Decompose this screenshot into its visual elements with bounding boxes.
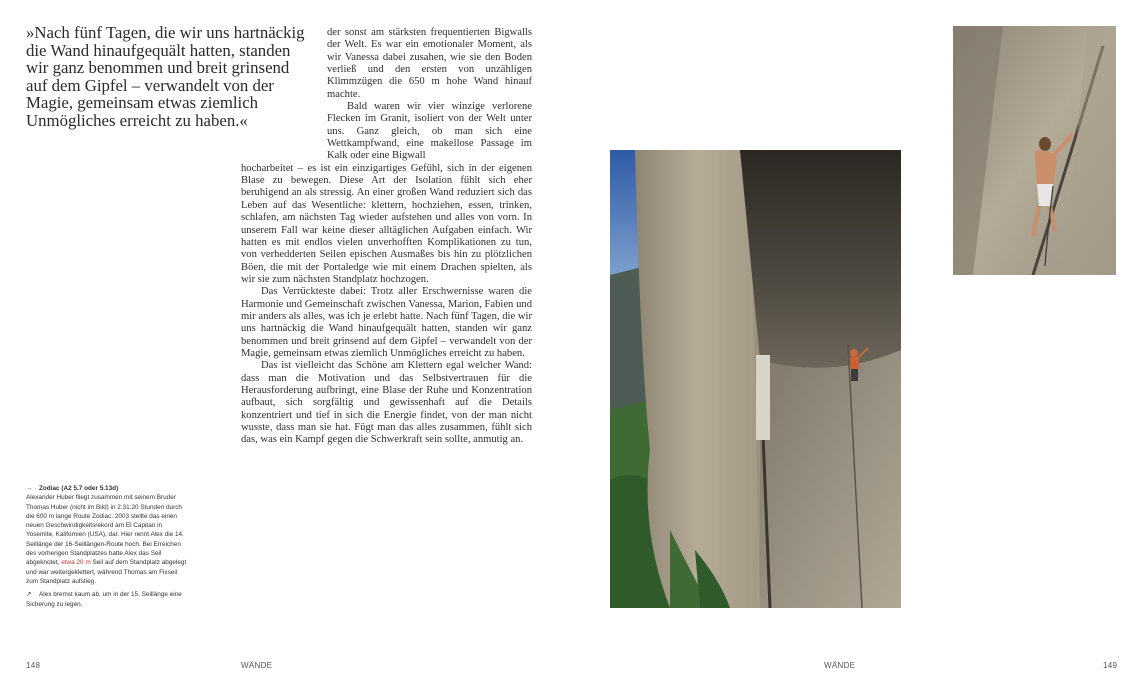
running-head-right: WÄNDE <box>824 661 856 670</box>
right-page <box>570 0 1141 700</box>
body-paragraph-1: der sonst am stärksten frequentierten Bigwalls der Welt. Es war ein emotionaler Moment, als wir Vanessa dabei zusahen, wie sie den Boden verließ und den ersten von unzähligen Klimmzügen die 650 m hohe Wand hinauf machte. <box>327 27 532 100</box>
caption-block-2 <box>26 590 191 609</box>
arrow-up-right-icon: ↗ <box>26 591 32 599</box>
caption-text-b: Seil auf dem Standplatz abgelegt und war weitergeklettert, während Thomas am Fixseil zum Standplatz aufstieg. <box>26 559 187 585</box>
climber-closeup-graphic <box>953 26 1116 275</box>
caption-title: Zodiac (A2 5.7 oder 5.13d) <box>39 485 119 492</box>
left-page <box>0 0 570 700</box>
arrow-right-icon: → <box>26 485 33 492</box>
body-paragraph-4: Das ist vielleicht das Schöne am Klettern egal welcher Wand: dass man die Motivation und das Selbstvertrauen für die Herausforderung aufbringt, eine Blase der Ruhe und Konzentration aufbaut, sich sorgfältig und gewissenhaft auf die Details konzentriert und tief in sich die Energie findet, von der man nicht wusste, dass man sie hat. Fügt man das alles zusammen, fühlt sich das, was ein Kampf gegen die Schwerkraft sein sollte, anmutig an. <box>241 360 532 446</box>
body-paragraph-2-start: Bald waren wir vier winzige verlorene Flecken im Granit, isoliert von der Welt unter uns. Ganz gleich, ob man sich eine Wettkampfwand, eine makellose Passage im Kalk oder eine Bigwall <box>327 101 532 162</box>
pull-quote: »Nach fünf Tagen, die wir uns hartnäckig die Wand hinaufgequält hatten, standen wir ganz benommen und breit grinsend auf dem Gipfel – verwandelt von der Magie, gemeinsam etwas ziemlich Unmögliches erreicht zu haben.« <box>26 23 305 130</box>
body-text-column <box>241 27 532 447</box>
photo-caption <box>26 484 191 609</box>
climber-closeup-photo <box>953 26 1116 275</box>
caption-text-a: Alexander Huber fliegt zusammen mit seinem Bruder Thomas Huber (nicht im Bild) in 2:31:20 Stunden durch die 600 m lange Route Zodiac. 2003 stellte das einen neuen Geschwindigkeitsrekord am El Capitan in Yosemite, Kalifornien (USA), dar. Hier rennt Alex die 14. Seillänge der 16-Seillängen-Route hoch. Bei Erreichen des vorherigen Standplatzes hatte Alex das Seil abgeknotet, <box>26 494 184 567</box>
caption-block-1 <box>26 484 191 586</box>
page-number-right: 149 <box>1103 661 1118 670</box>
body-paragraph-2-cont: hocharbeitet – es ist ein einzigartiges Gefühl, sich in der eigenen Blase zu bewegen. Diese Art der Isolation fühlt sich eher beruhigend an als stressig. An einer großen Wand reduziert sich das Leben auf das Wesentliche: klettern, hochziehen, essen, trinken, schlafen, am nächsten Tag wieder aufstehen und alles von vorn. In unserem Fall war keine dieser alltäglichen Aufgaben einfach. Wir hatten es mit endlos vielen unverhofften Komplikationen zu tun, von verhedderten Seilen epischen Ausmaßes bis hin zu plötzlichen Böen, die mit der Portaledge wie mit einem Drachen spielten, als wir sie zum nächsten Standplatz hochzogen. <box>241 162 532 285</box>
page-number-left: 148 <box>26 661 41 670</box>
caption-text-2: Alex bremst kaum ab, um in der 15. Seillänge eine Sicherung zu legen. <box>26 591 182 608</box>
el-capitan-photo <box>610 150 901 608</box>
caption-highlight: etwa 20 m <box>61 559 91 567</box>
body-wrapped-block <box>327 27 532 163</box>
running-head-left: WÄNDE <box>241 661 273 670</box>
el-capitan-photo-graphic <box>610 150 901 608</box>
body-paragraph-3: Das Verrückteste dabei: Trotz aller Erschwernisse waren die Harmonie und Gemeinschaft zwischen Vanessa, Marion, Fabien und mir anders als alles, was ich je erlebt hatte. Nach fünf Tagen, die wir uns hartnäckig die Wand hinaufgequält hatten, standen wir ganz benommen und breit grinsend auf dem Gipfel – verwandelt von der Magie, gemeinsam etwas ziemlich Unmögliches erreicht zu haben. <box>241 286 532 359</box>
